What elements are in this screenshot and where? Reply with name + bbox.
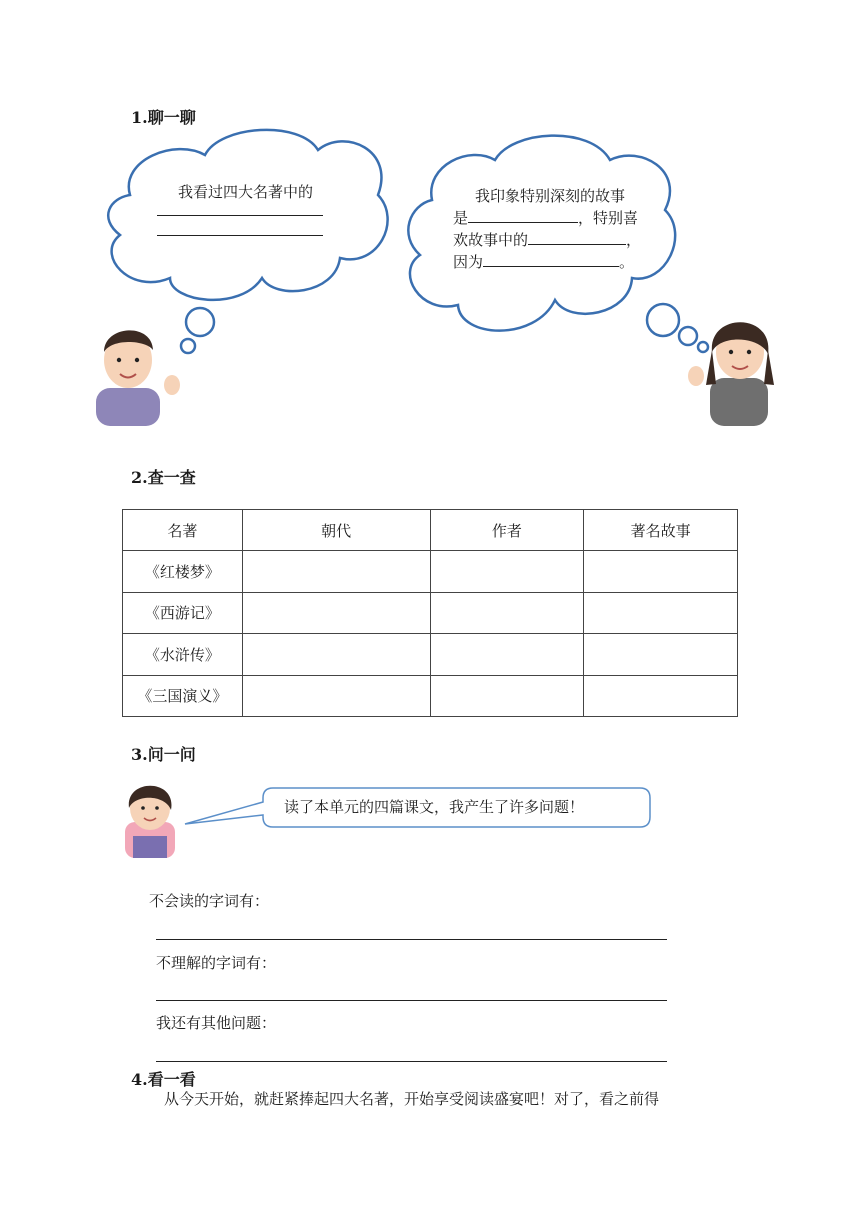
girl-line3-suffix: ， bbox=[626, 231, 642, 249]
header-famous-story: 著名故事 bbox=[584, 510, 738, 551]
girl-bubble-line-2 bbox=[453, 207, 638, 229]
girl-line3-prefix: 欢故事中的 bbox=[453, 231, 529, 249]
book-title-cell: 《红楼梦》 bbox=[123, 551, 243, 592]
speech-text: 读了本单元的四篇课文，我产生了许多问题！ bbox=[284, 798, 585, 816]
dynasty-cell[interactable] bbox=[242, 551, 430, 592]
header-author: 作者 bbox=[430, 510, 584, 551]
girl-line4-suffix: 。 bbox=[619, 253, 635, 271]
story-cell[interactable] bbox=[584, 675, 738, 716]
favorite-story-blank[interactable] bbox=[468, 208, 578, 223]
section-2-heading: 2.查一查 bbox=[131, 468, 196, 487]
girl-line2-prefix: 是 bbox=[453, 209, 469, 227]
book-title-cell: 《三国演义》 bbox=[123, 675, 243, 716]
unclear-words-line[interactable] bbox=[156, 1000, 667, 1001]
reason-blank[interactable] bbox=[483, 252, 619, 267]
header-dynasty: 朝代 bbox=[242, 510, 430, 551]
girl-bubble-line-4 bbox=[453, 251, 634, 273]
boy-answer-line-1[interactable] bbox=[157, 215, 323, 216]
classics-table bbox=[122, 509, 738, 717]
thought-bubbles-illustration bbox=[0, 0, 860, 460]
girl-line2-suffix: ，特别喜 bbox=[578, 209, 639, 227]
unreadable-words-prompt: 不会读的字词有： bbox=[149, 892, 270, 910]
unreadable-words-line[interactable] bbox=[156, 939, 667, 940]
dynasty-cell[interactable] bbox=[242, 634, 430, 675]
favorite-character-blank[interactable] bbox=[528, 230, 626, 245]
table-row bbox=[123, 592, 738, 633]
table-row bbox=[123, 551, 738, 592]
header-book: 名著 bbox=[123, 510, 243, 551]
boy-illustration bbox=[96, 330, 180, 426]
author-cell[interactable] bbox=[430, 592, 584, 633]
section-4-heading: 4.看一看 bbox=[131, 1070, 196, 1089]
author-cell[interactable] bbox=[430, 634, 584, 675]
story-cell[interactable] bbox=[584, 551, 738, 592]
author-cell[interactable] bbox=[430, 551, 584, 592]
author-cell[interactable] bbox=[430, 675, 584, 716]
table-header-row bbox=[123, 510, 738, 551]
section-3-heading: 3.问一问 bbox=[131, 745, 196, 764]
story-cell[interactable] bbox=[584, 634, 738, 675]
girl-illustration bbox=[688, 322, 774, 426]
unclear-words-prompt: 不理解的字词有： bbox=[156, 954, 277, 972]
boy-bubble-text: 我看过四大名著中的 bbox=[178, 183, 314, 201]
girl-bubble-line-3 bbox=[453, 229, 641, 251]
section-1-heading: 1.聊一聊 bbox=[131, 108, 196, 127]
story-cell[interactable] bbox=[584, 592, 738, 633]
other-questions-line[interactable] bbox=[156, 1061, 667, 1062]
section-4-paragraph: 从今天开始，就赶紧捧起四大名著，开始享受阅读盛宴吧！对了，看之前得 bbox=[164, 1090, 660, 1108]
boy-answer-line-2[interactable] bbox=[157, 235, 323, 236]
girl-line4-prefix: 因为 bbox=[453, 253, 484, 271]
table-row bbox=[123, 634, 738, 675]
girl-bubble-line-1: 我印象特别深刻的故事 bbox=[475, 187, 626, 205]
book-title-cell: 《西游记》 bbox=[123, 592, 243, 633]
book-title-cell: 《水浒传》 bbox=[123, 634, 243, 675]
dynasty-cell[interactable] bbox=[242, 592, 430, 633]
table-row bbox=[123, 675, 738, 716]
girl-small-illustration bbox=[125, 786, 175, 858]
other-questions-prompt: 我还有其他问题： bbox=[156, 1014, 277, 1032]
question-illustration bbox=[115, 780, 660, 860]
dynasty-cell[interactable] bbox=[242, 675, 430, 716]
